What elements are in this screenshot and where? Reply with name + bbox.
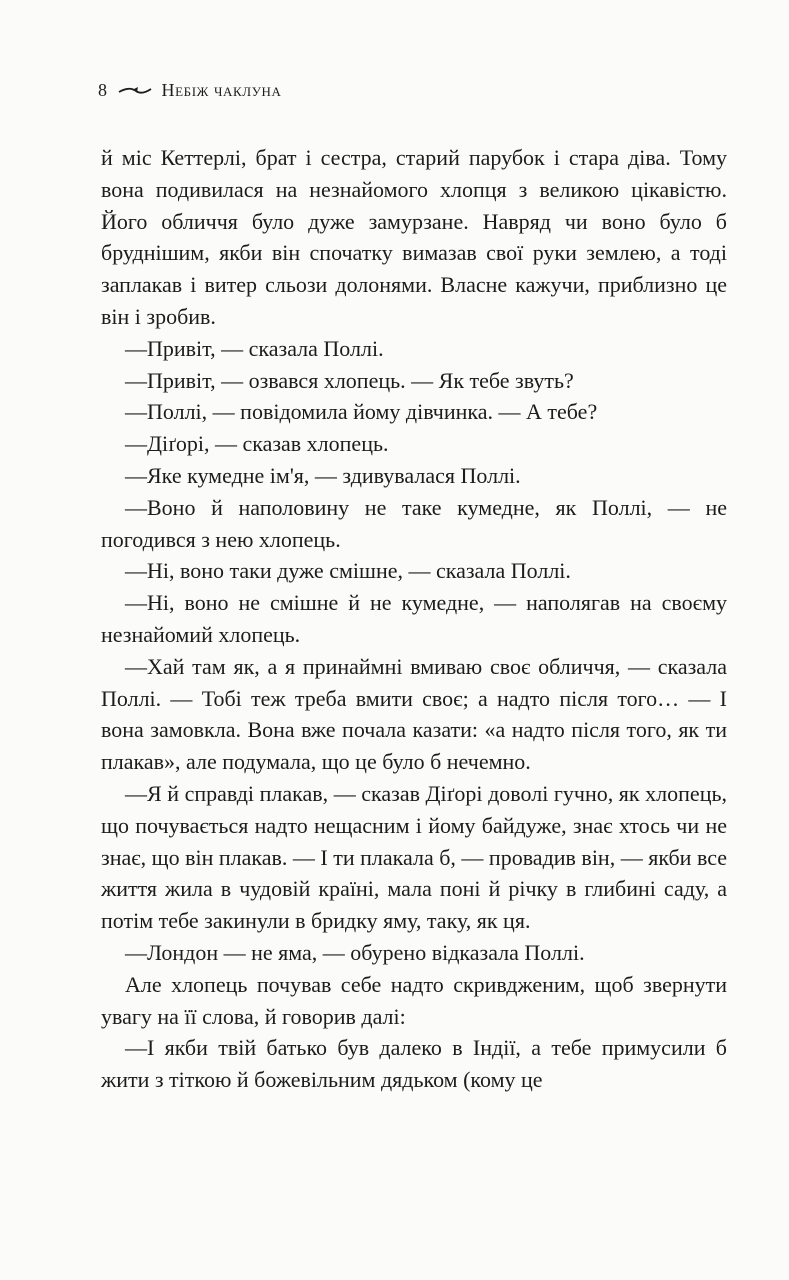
paragraph: —Ні, воно не смішне й не кумедне, — наполягав на своєму незнайомий хлопець. bbox=[101, 590, 727, 647]
paragraph: —Ні, воно таки дуже смішне, — сказала Поллі. bbox=[125, 558, 571, 584]
swash-ornament-icon bbox=[118, 86, 152, 96]
paragraph: —Діґорі, — сказав хлопець. bbox=[125, 431, 389, 457]
paragraph: Але хлопець почував себе надто скривдженим, щоб звернути увагу на її слова, й говорив далі: bbox=[101, 971, 727, 1029]
paragraph: —Хай там як, а я принаймні вмиваю своє обличчя, — сказала Поллі. — Тобі теж треба вмити своє; а надто після того… — І вона замовкла. Вона вже почала казати: «а надто після того, як ти плакав», але подумала, що це було б нечемно. bbox=[101, 653, 727, 775]
paragraph: й міс Кеттерлі, брат і сестра, старий парубок і стара діва. Тому вона подивилася на незнайомого хлопця з великою цікавістю. Його обличчя було дуже замурзане. Навряд чи воно було б бруднішим, якби він спочатку вимазав свої руки землею, а тоді заплакав і витер сльози долонями. Власне кажучи, приблизно це він і зробив. bbox=[101, 145, 727, 329]
paragraph: —Поллі, — повідомила йому дівчинка. — А тебе? bbox=[125, 399, 598, 425]
paragraph: —І якби твій батько був далеко в Індії, а тебе примусили б жити з тіткою й божевільним дядьком (кому це bbox=[101, 1035, 727, 1093]
paragraph: —Привіт, — сказала Поллі. bbox=[125, 335, 384, 361]
paragraph: —Воно й наполовину не таке кумедне, як Поллі, — не погодився з нею хлопець. bbox=[101, 494, 727, 552]
running-title: Небіж чаклуна bbox=[161, 80, 282, 100]
page-number: 8 bbox=[98, 80, 108, 100]
running-header bbox=[98, 80, 282, 101]
paragraph: —Лондон — не яма, — обурено відказала Поллі. bbox=[125, 939, 585, 965]
paragraph: —Яке кумедне ім'я, — здивувалася Поллі. bbox=[125, 462, 521, 488]
paragraph: —Привіт, — озвався хлопець. — Як тебе звуть? bbox=[125, 367, 574, 393]
body-text bbox=[101, 142, 727, 1096]
paragraph: —Я й справді плакав, — сказав Діґорі доволі гучно, як хлопець, що почувається надто нещасним і йому байдуже, знає хтось чи не знає, що він плакав. — І ти плакала б, — провадив він, — якби все життя жила в чудовій країні, мала поні й річку в глибині саду, а потім тебе закинули в бридку яму, таку, як ця. bbox=[101, 780, 727, 934]
